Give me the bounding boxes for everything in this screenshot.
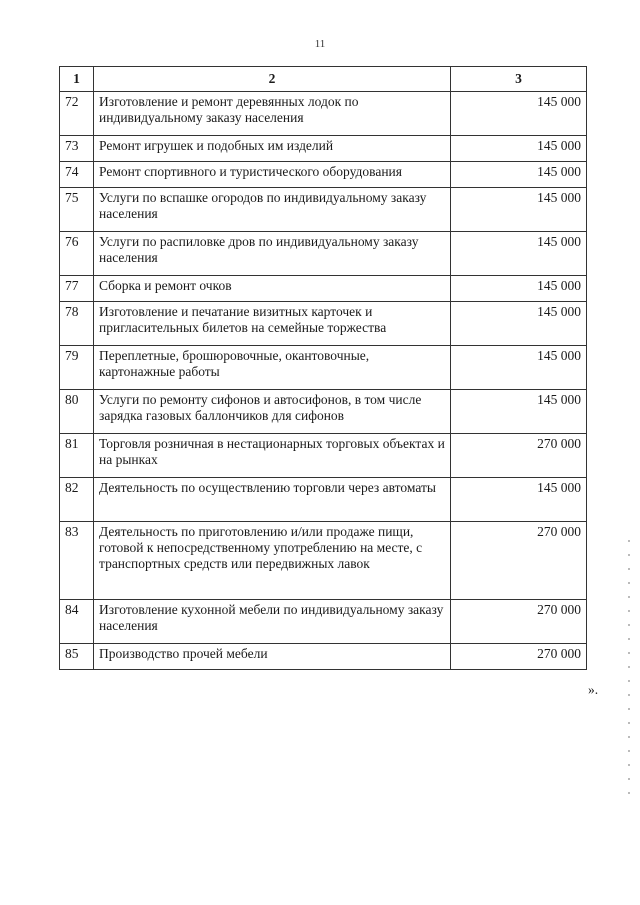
- tariff-table: [59, 66, 587, 670]
- table-row: [60, 434, 587, 478]
- row-description: Ремонт спортивного и туристического оборудования: [94, 162, 451, 188]
- row-number: 82: [60, 478, 94, 522]
- header-row: [60, 67, 587, 92]
- row-number: 84: [60, 600, 94, 644]
- table-row: [60, 92, 587, 136]
- row-number: 80: [60, 390, 94, 434]
- row-description: Деятельность по осуществлению торговли через автоматы: [94, 478, 451, 522]
- row-number: 73: [60, 136, 94, 162]
- row-number: 76: [60, 232, 94, 276]
- row-description: Сборка и ремонт очков: [94, 276, 451, 302]
- row-description: Переплетные, брошюровочные, окантовочные, картонажные работы: [94, 346, 451, 390]
- row-number: 74: [60, 162, 94, 188]
- row-description: Услуги по вспашке огородов по индивидуальному заказу населения: [94, 188, 451, 232]
- row-description: Услуги по ремонту сифонов и автосифонов, в том числе зарядка газовых баллончиков для сифонов: [94, 390, 451, 434]
- row-description: Деятельность по приготовлению и/или продаже пищи, готовой к непосредственному употреблению на месте, с транспортных средств или передвижных лавок: [94, 522, 451, 600]
- row-number: 78: [60, 302, 94, 346]
- row-number: 79: [60, 346, 94, 390]
- row-description: Изготовление и печатание визитных карточек и пригласительных билетов на семейные торжества: [94, 302, 451, 346]
- row-amount: 145 000: [451, 232, 587, 276]
- table-row: [60, 522, 587, 600]
- row-amount: 145 000: [451, 162, 587, 188]
- row-description: Изготовление кухонной мебели по индивидуальному заказу населения: [94, 600, 451, 644]
- row-amount: 270 000: [451, 522, 587, 600]
- row-amount: 145 000: [451, 136, 587, 162]
- scan-artifact: [628, 540, 630, 800]
- table-row: [60, 644, 587, 670]
- row-description: Услуги по распиловке дров по индивидуальному заказу населения: [94, 232, 451, 276]
- row-number: 85: [60, 644, 94, 670]
- row-description: Изготовление и ремонт деревянных лодок по индивидуальному заказу населения: [94, 92, 451, 136]
- table-row: [60, 478, 587, 522]
- row-amount: 145 000: [451, 276, 587, 302]
- table-header: [60, 67, 587, 92]
- row-amount: 145 000: [451, 92, 587, 136]
- row-amount: 270 000: [451, 600, 587, 644]
- table-row: [60, 302, 587, 346]
- row-number: 72: [60, 92, 94, 136]
- header-col-1: 1: [60, 67, 94, 92]
- row-amount: 145 000: [451, 478, 587, 522]
- row-number: 75: [60, 188, 94, 232]
- row-amount: 145 000: [451, 302, 587, 346]
- row-amount: 145 000: [451, 188, 587, 232]
- table-row: [60, 136, 587, 162]
- header-col-3: 3: [451, 67, 587, 92]
- row-amount: 145 000: [451, 346, 587, 390]
- row-amount: 270 000: [451, 434, 587, 478]
- row-description: Производство прочей мебели: [94, 644, 451, 670]
- table-row: [60, 346, 587, 390]
- header-col-2: 2: [94, 67, 451, 92]
- table-body: [60, 92, 587, 670]
- closing-quote-mark: ».: [588, 682, 599, 697]
- table-row: [60, 390, 587, 434]
- row-number: 81: [60, 434, 94, 478]
- row-number: 83: [60, 522, 94, 600]
- row-amount: 145 000: [451, 390, 587, 434]
- table-row: [60, 188, 587, 232]
- table-row: [60, 276, 587, 302]
- row-number: 77: [60, 276, 94, 302]
- table-row: [60, 600, 587, 644]
- row-description: Торговля розничная в нестационарных торговых объектах и на рынках: [94, 434, 451, 478]
- row-description: Ремонт игрушек и подобных им изделий: [94, 136, 451, 162]
- row-amount: 270 000: [451, 644, 587, 670]
- table-row: [60, 232, 587, 276]
- page-number: 11: [314, 38, 326, 50]
- table-row: [60, 162, 587, 188]
